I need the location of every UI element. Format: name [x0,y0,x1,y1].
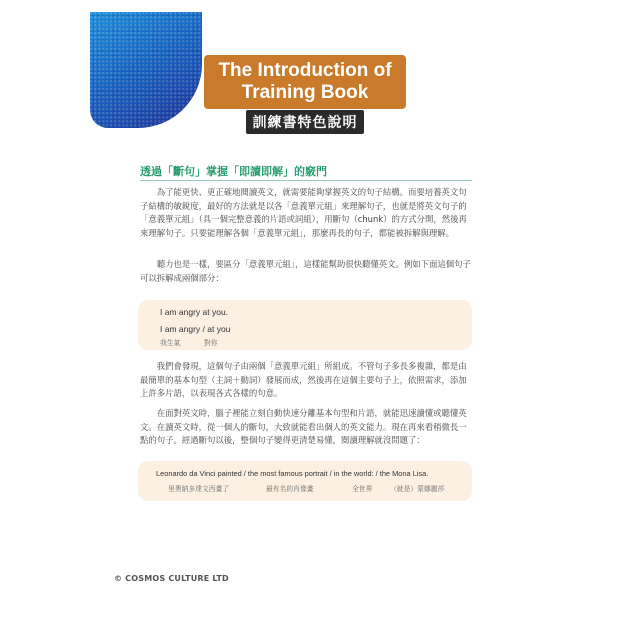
example-long-gloss-4: （就是）蒙娜麗莎 [390,485,445,493]
title-line-1: The Introduction of [218,60,392,81]
example-chunked-sentence: I am angry / at you [160,324,231,334]
example-sentence: I am angry at you. [160,307,229,317]
paragraph-2: 聽力也是一樣，要區分「意義單元組」，這樣能幫助很快聽懂英文。例如下面這個句子可以拆解成兩個部分： [140,259,471,283]
subtitle-text: 訓練書特色說明 [252,115,358,131]
section-title: 透過「斷句」掌握「即讀即解」的竅門 [140,165,327,178]
example-gloss-1: 我生氣 [160,339,181,347]
title-line-2: Training Book [241,82,369,103]
example-box-1 [138,300,472,350]
section-divider [140,180,472,181]
example-gloss-2: 對你 [204,339,218,347]
decorative-blue-blob [90,12,202,128]
example-box-2 [138,461,472,501]
example-long-chunked-sentence: Leonardo da Vinci painted / the most famous portrait / in the world: / the Mona Lisa. [156,469,429,478]
example-long-gloss-1: 里奧納多達文西畫了 [168,485,230,493]
title-banner [204,55,406,109]
subtitle-banner [246,110,364,134]
copyright-text: © COSMOS CULTURE LTD [114,574,229,583]
paragraph-4: 在面對英文時，腦子裡能立刻自動快速分離基本句型和片語，就能迅速讀懂或聽懂英文。在讀英文時，從一個人的斷句，大致就能看出個人的英文能力。現在再來看稍微長一點的句子。經過斷句以後，整個句子變得更清楚易懂，閱讀理解就沒問題了： [140,408,467,445]
example-long-gloss-2: 最有名的肖像畫 [266,485,314,493]
paragraph-1: 為了能更快、更正確地閱讀英文，就需要能夠掌握英文的句子結構。而要培養英文句子結構的敏銳度，最好的方法就是以各「意義單元組」來理解句子，也就是將英文句子的「意義單元組」（具一個完整意義的片語或詞組），用斷句（chunk）的方式分開，然後再來理解句子。只要能理解各個「意義單元組」，那麼再長的句子，都能被拆解與理解。 [140,187,467,238]
paragraph-3: 我們會發現，這個句子由兩個「意義單元組」所組成。不管句子多長多複雜，都是由最簡單的基本句型（主詞＋動詞）發展而成，然後再在這個主要句子上，依照需求，添加上許多片語，以表現各式各樣的句意。 [140,361,467,398]
example-long-gloss-3: 全世界 [352,485,373,493]
